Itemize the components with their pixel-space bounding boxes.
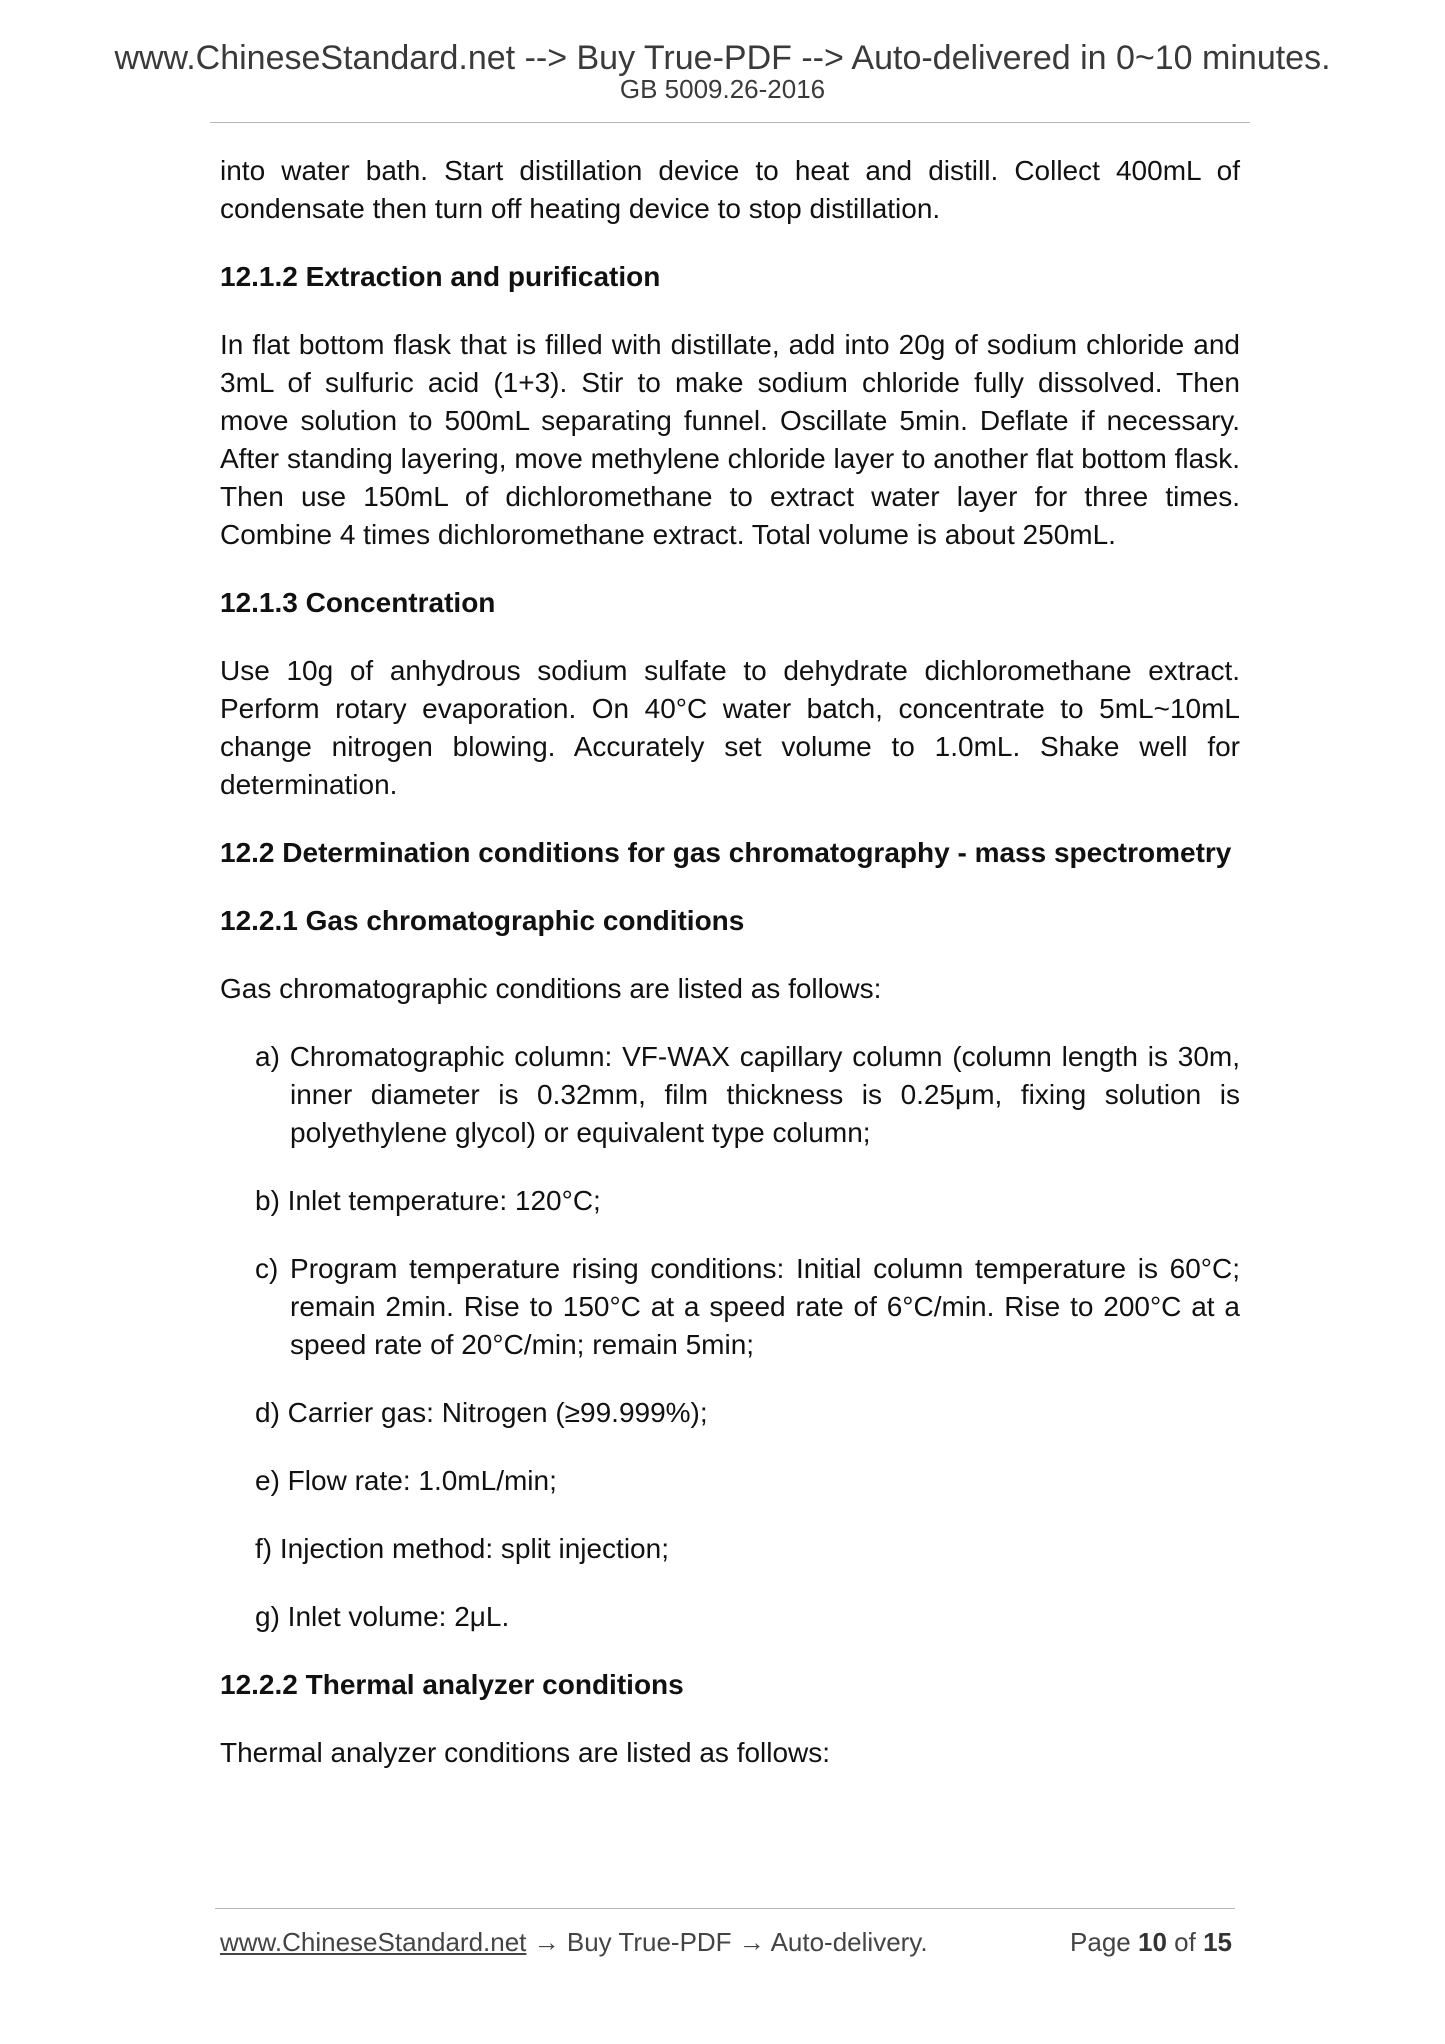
- site-banner: www.ChineseStandard.net --> Buy True-PDF --> Auto-delivered in 0~10 minutes.: [114, 39, 1331, 77]
- list-item-gc-a: a) Chromatographic column: VF-WAX capillary column (column length is 30m, inner diameter is 0.32mm, film thickness is 0.25μm, fixing solution is polyethylene glycol) or equivalent type column;: [255, 1041, 1240, 1148]
- section-heading-12-1-3: 12.1.3 Concentration: [220, 587, 496, 618]
- of-label: of: [1174, 1927, 1196, 1957]
- footer-left: [220, 1926, 928, 1958]
- document-body: [220, 152, 1240, 1772]
- list-item-gc-c: c) Program temperature rising conditions: Initial column temperature is 60°C; remain 2min. Rise to 150°C at a speed rate of 6°C/min. Rise to 200°C at a speed rate of 20°C/min; remain 5min;: [255, 1253, 1240, 1360]
- section-heading-12-2-2: 12.2.2 Thermal analyzer conditions: [220, 1669, 684, 1700]
- page-indicator: [1070, 1926, 1232, 1958]
- paragraph-gc-intro: Gas chromatographic conditions are listed as follows:: [220, 973, 882, 1004]
- list-item-gc-g: g) Inlet volume: 2μL.: [255, 1601, 510, 1632]
- current-page-number: 10: [1138, 1927, 1167, 1957]
- section-heading-12-1-2: 12.1.2 Extraction and purification: [220, 261, 661, 292]
- standard-code: GB 5009.26-2016: [619, 74, 826, 104]
- section-heading-12-2-1: 12.2.1 Gas chromatographic conditions: [220, 905, 745, 936]
- paragraph-thermal-intro: Thermal analyzer conditions are listed as follows:: [220, 1737, 831, 1768]
- page-label: Page: [1070, 1927, 1131, 1957]
- list-item-gc-b: b) Inlet temperature: 120°C;: [255, 1185, 601, 1216]
- paragraph-continued: into water bath. Start distillation device to heat and distill. Collect 400mL of condensate then turn off heating device to stop distillation.: [220, 155, 1240, 224]
- footer-tagline: → Buy True-PDF → Auto-delivery.: [526, 1927, 928, 1957]
- header-divider: [210, 122, 1250, 123]
- list-item-gc-e: e) Flow rate: 1.0mL/min;: [255, 1465, 557, 1496]
- footer-divider: [215, 1908, 1235, 1909]
- paragraph-extraction: In flat bottom flask that is filled with distillate, add into 20g of sodium chloride and 3mL of sulfuric acid (1+3). Stir to make sodium chloride fully dissolved. Then move solution to 500mL separating funnel. Oscillate 5min. Deflate if necessary. After standing layering, move methylene chloride layer to another flat bottom flask. Then use 150mL of dichloromethane to extract water layer for three times. Combine 4 times dichloromethane extract. Total volume is about 250mL.: [220, 329, 1240, 550]
- list-item-gc-f: f) Injection method: split injection;: [255, 1533, 669, 1564]
- paragraph-concentration: Use 10g of anhydrous sodium sulfate to dehydrate dichloromethane extract. Perform rotary evaporation. On 40°C water batch, concentrate to 5mL~10mL change nitrogen blowing. Accurately set volume to 1.0mL. Shake well for determination.: [220, 655, 1240, 800]
- list-item-gc-d: d) Carrier gas: Nitrogen (≥99.999%);: [255, 1397, 708, 1428]
- total-pages: 15: [1203, 1927, 1232, 1957]
- footer-site-link[interactable]: www.ChineseStandard.net: [220, 1927, 527, 1957]
- section-heading-12-2: 12.2 Determination conditions for gas chromatography - mass spectrometry: [220, 837, 1232, 868]
